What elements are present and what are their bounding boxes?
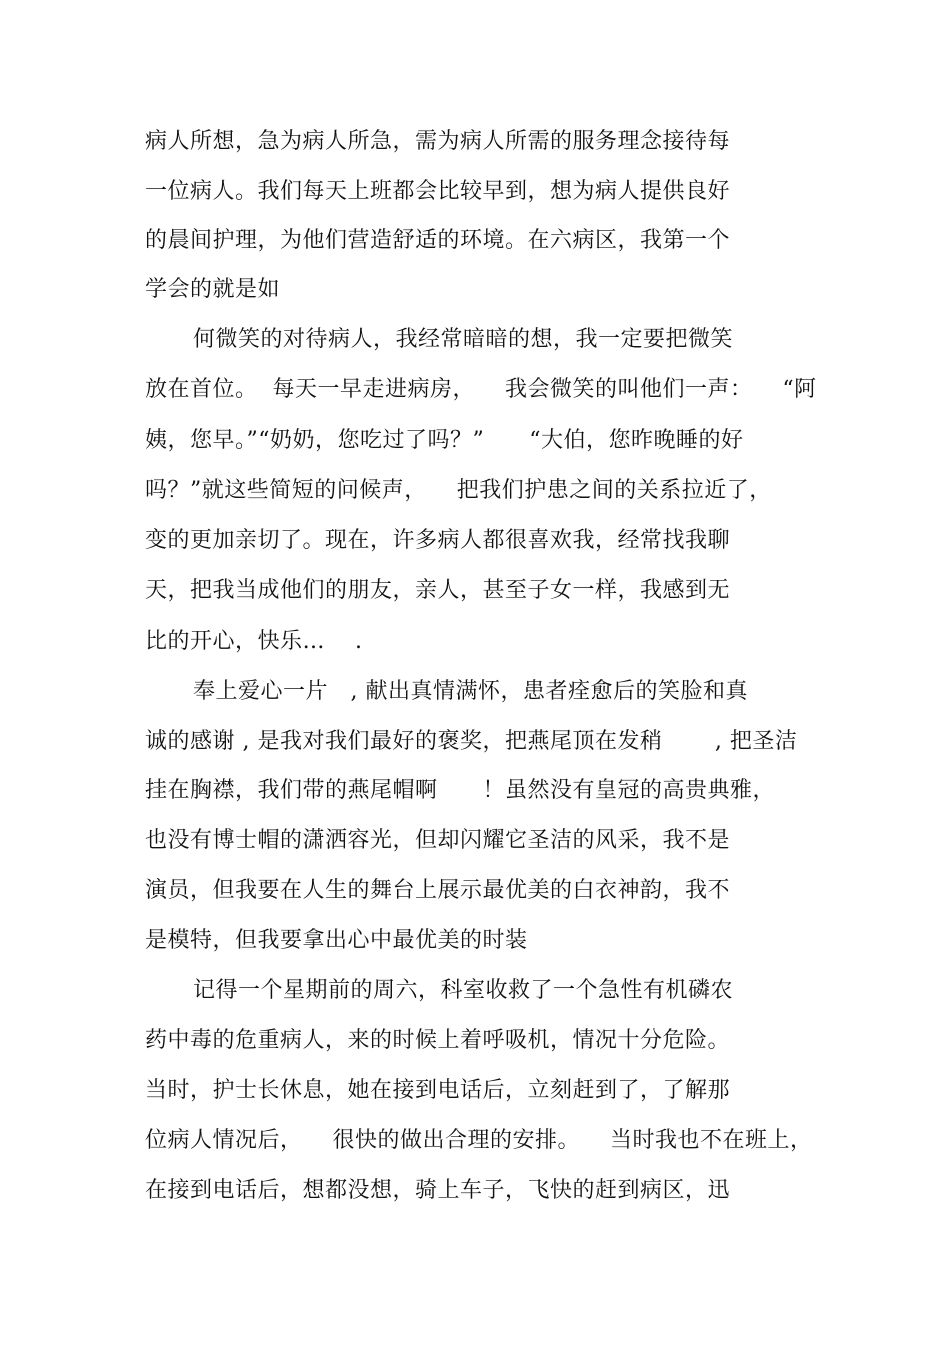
text-line: 吗？”就这些简短的问候声， 把我们护患之间的关系拉近了，: [145, 478, 772, 503]
text-line: 药中毒的危重病人，来的时候上着呼吸机，情况十分危险。: [145, 1028, 731, 1053]
text-line: 一位病人。我们每天上班都会比较早到，想为病人提供良好: [145, 179, 731, 204]
text-line: 在接到电话后，想都没想，骑上车子，飞快的赶到病区，迅: [145, 1178, 731, 1203]
text-line: 是模特，但我要拿出心中最优美的时装: [145, 928, 528, 953]
text-line: 诚的感谢 , 是我对我们最好的褒奖，把燕尾顶在发稍 , 把圣洁: [145, 729, 798, 754]
paragraph-start-line: 何微笑的对待病人，我经常暗暗的想，我一定要把微笑: [193, 327, 734, 352]
text-line: 变的更加亲切了。现在，许多病人都很喜欢我，经常找我聊: [145, 528, 731, 553]
text-line: 也没有博士帽的潇洒容光，但却闪耀它圣洁的风采，我不是: [145, 828, 731, 853]
text-line: 比的开心，快乐… .: [145, 629, 363, 654]
paragraph-start-line: 记得一个星期前的周六，科室收救了一个急性有机磷农: [193, 978, 734, 1003]
text-line: 天，把我当成他们的朋友，亲人，甚至子女一样，我感到无: [145, 578, 731, 603]
text-line: 演员，但我要在人生的舞台上展示最优美的白衣神韵，我不: [145, 878, 731, 903]
paragraph-start-line: 奉上爱心一片 , 献出真情满怀，患者痊愈后的笑脸和真: [193, 679, 748, 704]
text-line: 放在首位。 每天一早走进病房， 我会微笑的叫他们一声： “阿: [145, 377, 817, 402]
text-line: 挂在胸襟，我们带的燕尾帽啊 ！虽然没有皇冠的高贵典雅，: [145, 778, 775, 803]
text-line: 当时，护士长休息，她在接到电话后，立刻赶到了，了解那: [145, 1078, 731, 1103]
text-line: 学会的就是如: [145, 277, 281, 302]
text-line: 的晨间护理，为他们营造舒适的环境。在六病区，我第一个: [145, 228, 731, 253]
text-line: 位病人情况后， 很快的做出合理的安排。 当时我也不在班上，: [145, 1128, 813, 1153]
text-line: 姨，您早。”“奶奶，您吃过了吗？” “大伯，您昨晚睡的好: [145, 428, 744, 453]
text-line: 病人所想，急为病人所急，需为病人所需的服务理念接待每: [145, 129, 731, 154]
